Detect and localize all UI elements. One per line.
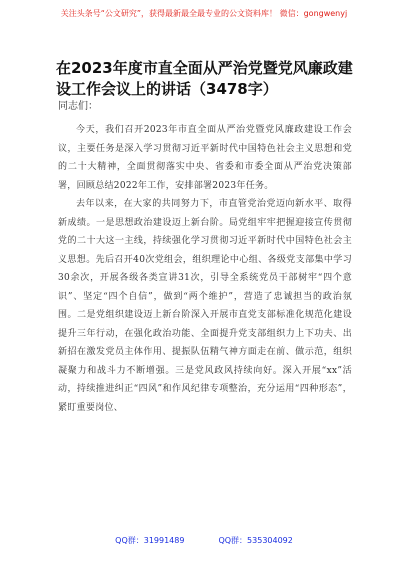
document-body [58, 121, 352, 417]
paragraph-intro: 今天，我们召开2023年市直全面从严治党暨党风廉政建设工作会议，主要任务是深入学习贯彻习近平新时代中国特色社会主义思想和党的二十大精神，全面贯彻落实中央、省委和市委全面从严治党决策部署，回顾总结2022年工作，安排部署2023年任务。 [58, 125, 352, 191]
salutation: 同志们： [58, 101, 98, 112]
qq-group-1: QQ群：31991489 [115, 536, 185, 545]
paragraph-review: 去年以来，在大家的共同努力下，市直管党治党迈向新水平、取得新成绩。一是思想政治建设迈上新台阶。局党组牢牢把握迎接宣传贯彻党的二十大这一主线，持续强化学习贯彻习近平新时代中国特色社会主义思想。先后召开40次党组会，组织理论中心组、各级党支部集中学习30余次，开展各级各类宣讲31次，引导全系统党员干部树牢“四个意识”、坚定“四个自信”，做到“两个维护”，营造了忠诚担当的政治氛围。二是党组织建设迈上新台阶深入开展市直党支部标准化规范化建设提升三年行动，在强化政治功能、全面提升党支部组织力上下功夫、出新招在激发党员主体作用、提振队伍精气神方面走在前、做示范，组织凝聚力和战斗力不断增强。三是党风政风持续向好。深入开展“xx”活动，持续推进纠正“四风”和作风纪律专项整治，充分运用“四种形态”，紧盯重要岗位、 [58, 199, 352, 413]
document-title: 在2023年度市直全面从严治党暨党风廉政建设工作会议上的讲话（3478字） [56, 59, 353, 98]
top-banner [0, 4, 408, 30]
banner-text: 关注头条号“公文研究”，获得最新最全最专业的公文资料库！ 微信：gongwenyj [60, 9, 348, 18]
qq-group-2: QQ群：535304092 [218, 536, 293, 545]
footer [0, 536, 408, 546]
